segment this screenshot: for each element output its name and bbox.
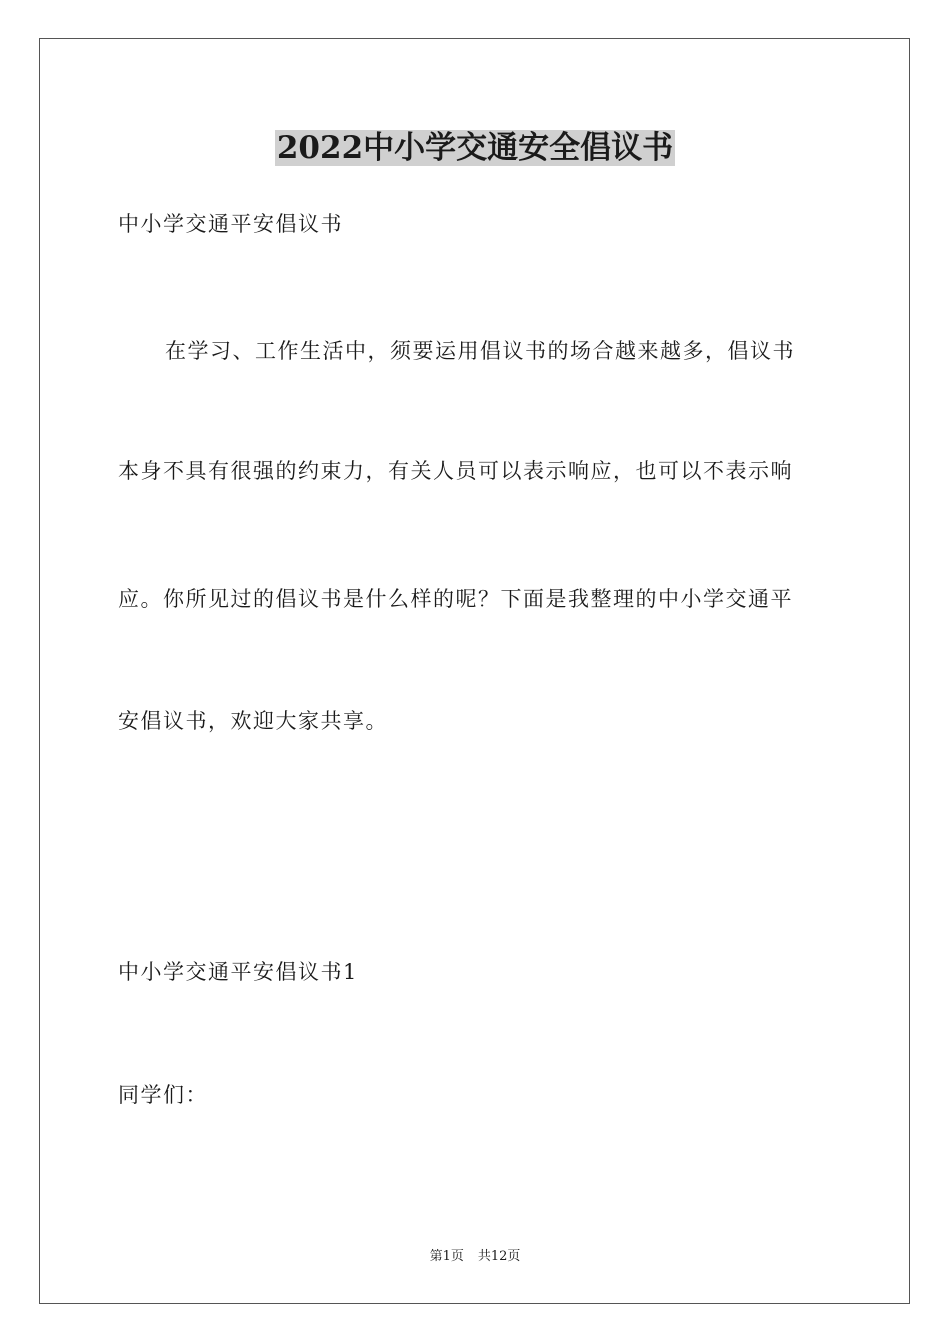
document-title: [0, 126, 950, 170]
section-heading: 中小学交通平安倡议书1: [118, 960, 358, 984]
page-total: 共12页: [477, 1249, 521, 1264]
intro-line-3: 应。你所见过的倡议书是什么样的呢？下面是我整理的中小学交通平: [118, 587, 793, 611]
page-footer: [0, 1248, 950, 1266]
page-number: 第1页: [429, 1249, 464, 1264]
greeting: 同学们：: [118, 1083, 208, 1107]
intro-line-2: 本身不具有很强的约束力，有关人员可以表示响应，也可以不表示响: [118, 459, 793, 483]
intro-line-4: 安倡议书，欢迎大家共享。: [118, 709, 388, 733]
intro-line-1: 在学习、工作生活中，须要运用倡议书的场合越来越多，倡议书: [165, 339, 795, 363]
document-title-text: 2022中小学交通安全倡议书: [276, 130, 674, 166]
document-subtitle: 中小学交通平安倡议书: [118, 212, 343, 236]
